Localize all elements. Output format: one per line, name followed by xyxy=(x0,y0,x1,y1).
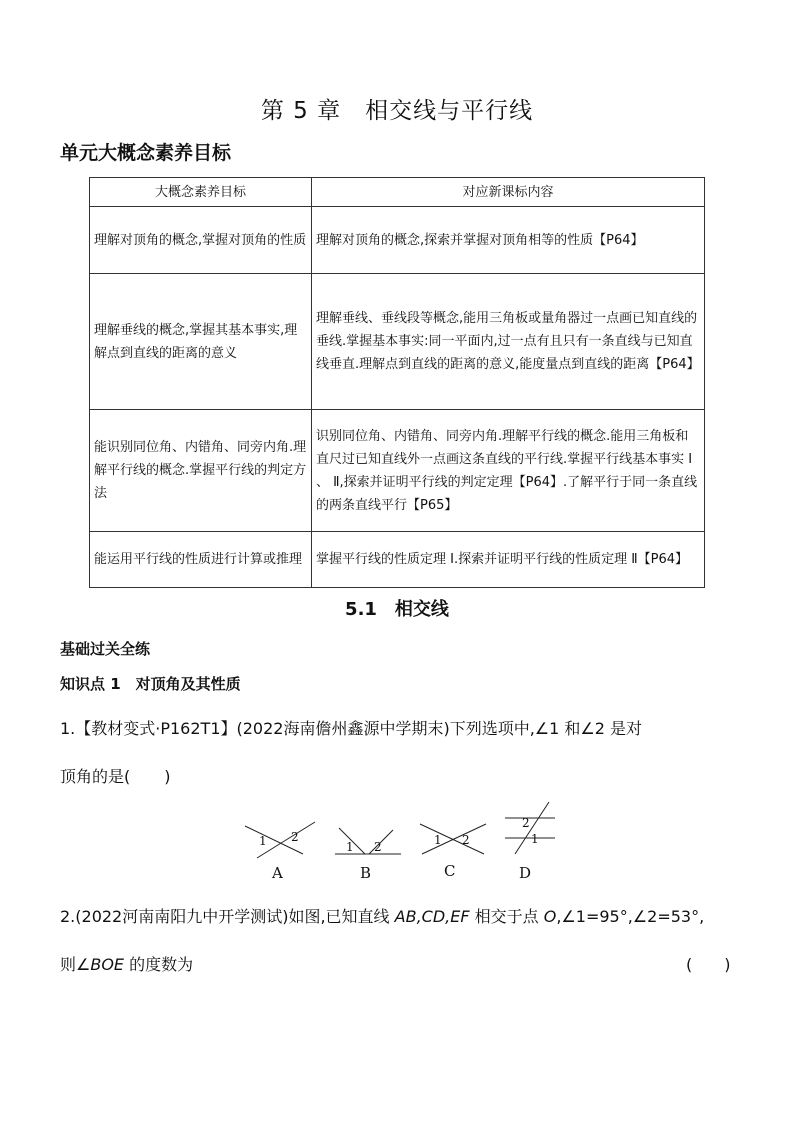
table-row xyxy=(90,274,705,410)
table-cell: 能运用平行线的性质进行计算或推理 xyxy=(90,532,312,588)
chapter-title: 第 5 章 相交线与平行线 xyxy=(260,98,534,124)
figure-option-d xyxy=(503,800,557,882)
knowledge-point-heading: 知识点 1 对顶角及其性质 xyxy=(60,675,241,693)
angle-label-2: 2 xyxy=(291,830,299,844)
table-cell: 理解对顶角的概念,掌握对顶角的性质 xyxy=(90,207,312,274)
table-header-row xyxy=(90,178,705,207)
figure-option-c xyxy=(418,820,488,880)
table-cell: 识别同位角、内错角、同旁内角.理解平行线的概念.能用三角板和直尺过已知直线外一点画这条直线的平行线.掌握平行线基本事实 Ⅰ 、 Ⅱ,探索并证明平行线的判定定理【P64】.了解平行于同一条直线的两条直线平行【P65】 xyxy=(312,410,705,532)
angle-label-1: 1 xyxy=(531,832,539,846)
angle-label-2: 2 xyxy=(374,840,382,854)
option-label-d: D xyxy=(519,864,532,882)
option-label-a: A xyxy=(272,864,283,882)
table-header-cell: 大概念素养目标 xyxy=(90,178,312,207)
figure-option-a xyxy=(243,820,319,882)
question-2-mid: 相交于点 xyxy=(469,907,544,926)
angle-label-1: 1 xyxy=(434,833,442,847)
point-name: O xyxy=(543,907,557,926)
table-row xyxy=(90,207,705,274)
angle-name: BOE xyxy=(90,955,125,974)
question-2-line-1 xyxy=(60,904,704,927)
table-cell: 能识别同位角、内错角、同旁内角.理解平行线的概念.掌握平行线的判定方法 xyxy=(90,410,312,532)
table-cell: 理解垂线的概念,掌握其基本事实,理解点到直线的距离的意义 xyxy=(90,274,312,410)
angle-diagram-d xyxy=(503,800,557,856)
section-heading: 单元大概念素养目标 xyxy=(60,142,232,164)
angle-diagram-c xyxy=(418,820,488,858)
option-label-b: B xyxy=(360,864,372,882)
question-1-line-1: 1.【教材变式·P162T1】(2022海南儋州鑫源中学期末)下列选项中,∠1 和∠2 是对 xyxy=(60,719,643,738)
question-2-suffix: ,∠1=95°,∠2=53°, xyxy=(556,907,705,926)
question-1-line-2 xyxy=(60,764,171,787)
angle-label-2: 2 xyxy=(522,816,530,830)
figure-option-b xyxy=(333,826,403,882)
table-cell: 理解垂线、垂线段等概念,能用三角板或量角器过一点画已知直线的垂线.掌握基本事实:同一平面内,过一点有且只有一条直线与已知直线垂直.理解点到直线的距离的意义,能度量点到直线的距离【P64】 xyxy=(312,274,705,410)
table-row xyxy=(90,410,705,532)
question-2-prefix: 2.(2022河南南阳九中开学测试)如图,已知直线 xyxy=(60,907,395,926)
question-1-text: 顶角的是( xyxy=(60,767,131,786)
subsection-title: 5.1 相交线 xyxy=(345,599,449,620)
line-names: AB,CD,EF xyxy=(394,907,470,926)
table-header-cell: 对应新课标内容 xyxy=(312,178,705,207)
angle-diagram-a xyxy=(243,820,319,860)
question-2-line2-post: 的度数为 xyxy=(124,955,194,974)
table-row xyxy=(90,532,705,588)
table-cell: 理解对顶角的概念,探索并掌握对顶角相等的性质【P64】 xyxy=(312,207,705,274)
question-1-bracket: ) xyxy=(164,767,171,786)
angle-label-1: 1 xyxy=(346,840,354,854)
angle-diagram-b xyxy=(333,826,403,856)
table-cell: 掌握平行线的性质定理 Ⅰ.探索并证明平行线的性质定理 Ⅱ【P64】 xyxy=(312,532,705,588)
angle-label-2: 2 xyxy=(462,833,470,847)
answer-bracket[interactable]: ( ) xyxy=(686,955,731,974)
goals-table xyxy=(89,177,705,588)
question-2-line2-pre: 则∠ xyxy=(60,955,91,974)
question-2-line-2 xyxy=(60,952,193,975)
practice-heading: 基础过关全练 xyxy=(60,640,151,658)
angle-label-1: 1 xyxy=(259,834,267,848)
option-label-c: C xyxy=(444,862,456,880)
